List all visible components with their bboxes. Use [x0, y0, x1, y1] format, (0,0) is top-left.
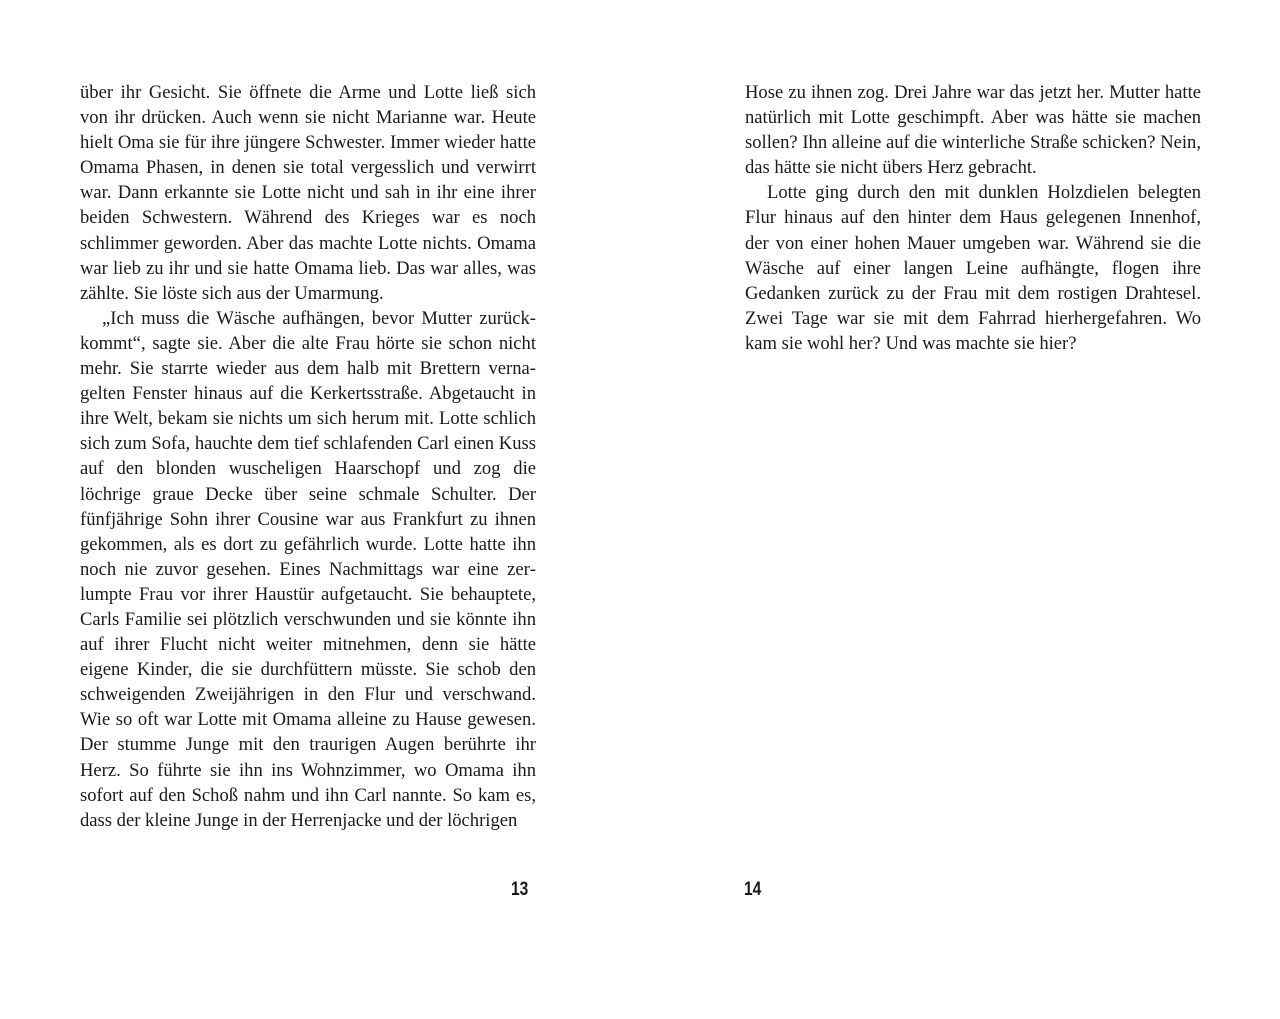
page-number-left: 13	[511, 879, 529, 900]
paragraph: über ihr Gesicht. Sie öffnete die Arme und Lotte ließ sich von ihr drücken. Auch wenn sie nicht Marianne war. Heute hielt Oma sie für ihre jüngere Schwester. Immer wieder hatte Omama Phasen, in denen sie total vergesslich und verwirrt war. Dann erkannte sie Lotte nicht und sah in ihr eine ihrer beiden Schwestern. Während des Krieges war es noch schlimmer geworden. Aber das machte Lotte nichts. Omama war lieb zu ihr und sie hatte Omama lieb. Das war alles, was zählte. Sie löste sich aus der Umarmung.	[80, 82, 536, 304]
paragraph: Hose zu ihnen zog. Drei Jahre war das jetzt her. Mutter hatte natürlich mit Lotte geschimpft. Aber was hätte sie machen sollen? Ihn alleine auf die winterliche Straße schicken? Nein, das hätte sie nicht übers Herz gebracht.	[745, 82, 1201, 179]
left-page-text	[80, 80, 536, 833]
page-number-right: 14	[744, 879, 762, 900]
paragraph: Lotte ging durch den mit dunklen Holzdielen belegten Flur hinaus auf den hinter dem Haus gelegenen Innenhof, der von einer hohen Mauer umgeben war. Während sie die Wäsche auf einer langen Leine aufhängte, flogen ihre Gedanken zurück zu der Frau mit dem rostigen Drahtesel. Zwei Tage war sie mit dem Fahrrad hierhergefahren. Wo kam sie wohl her? Und was machte sie hier?	[745, 182, 1201, 354]
right-page-text	[745, 80, 1201, 356]
paragraph: „Ich muss die Wäsche aufhängen, bevor Mutter zurückkommt“, sagte sie. Aber die alte Frau hörte sie schon nicht mehr. Sie starrte wieder aus dem halb mit Brettern vernagelten Fenster hinaus auf die Kerkertsstraße. Abgetaucht in ihre Welt, bekam sie nichts um sich herum mit. Lotte schlich sich zum Sofa, hauchte dem tief schlafenden Carl einen Kuss auf den blonden wuscheligen Haarschopf und zog die löchrige graue Decke über seine schmale Schulter. Der fünfjährige Sohn ihrer Cousine war aus Frankfurt zu ihnen gekommen, als es dort zu gefährlich wurde. Lotte hatte ihn noch nie zuvor gesehen. Eines Nachmittags war eine zerlumpte Frau vor ihrer Haustür aufgetaucht. Sie behauptete, Carls Familie sei plötzlich verschwunden und sie könnte ihn auf ihrer Flucht nicht weiter mitnehmen, denn sie hätte eigene Kinder, die sie durchfüttern müsste. Sie schob den schweigenden Zweijährigen in den Flur und verschwand. Wie so oft war Lotte mit Omama alleine zu Hause gewesen. Der stumme Junge mit den traurigen Augen berührte ihr Herz. So führte sie ihn ins Wohnzimmer, wo Omama ihn sofort auf den Schoß nahm und ihn Carl nannte. So kam es, dass der kleine Junge in der Herrenjacke und der löchrigen	[80, 307, 536, 831]
